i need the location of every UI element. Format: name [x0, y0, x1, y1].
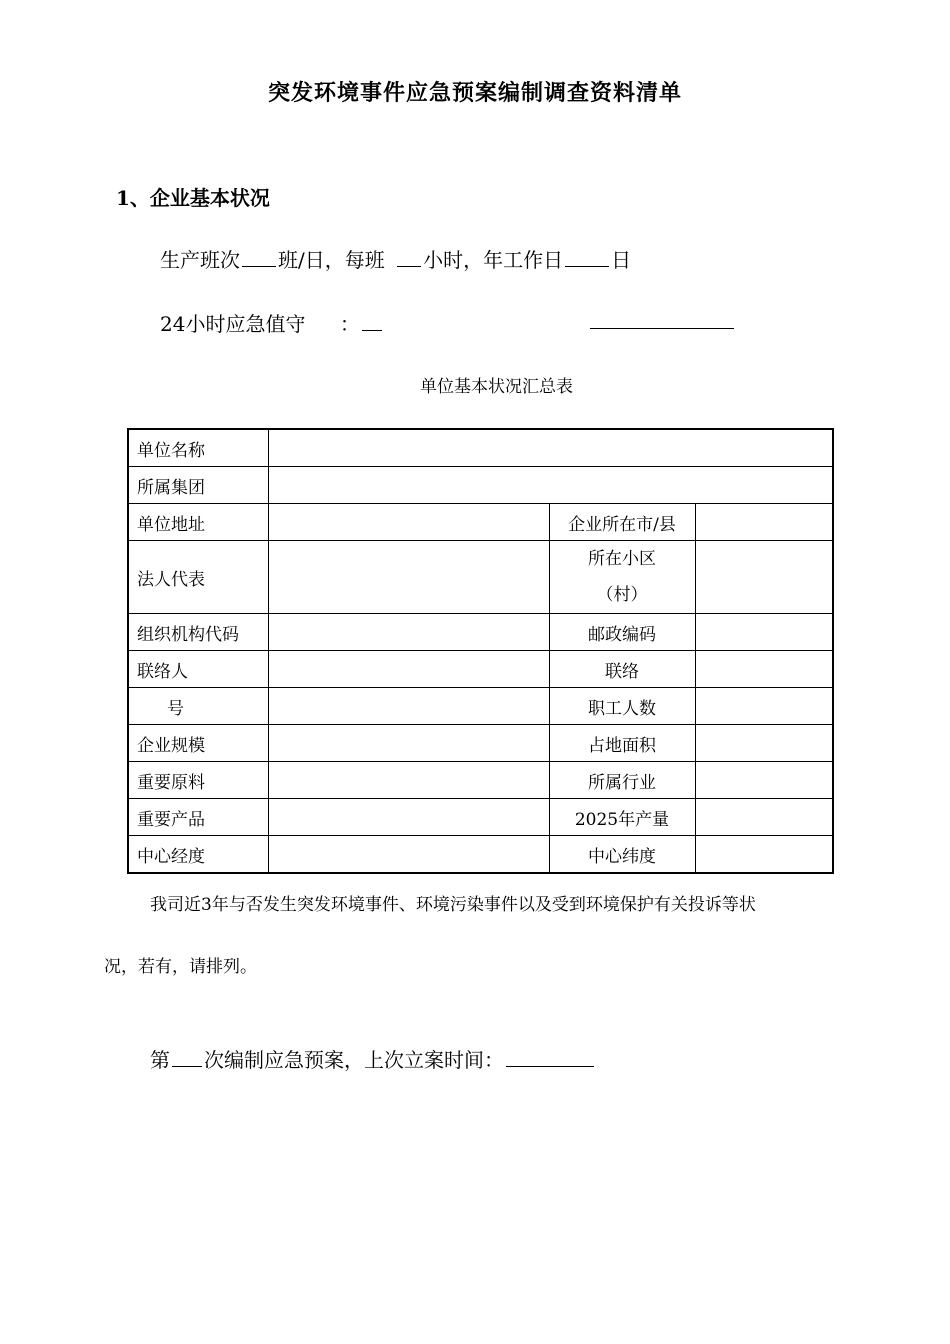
floor-area-value[interactable]	[695, 725, 833, 762]
document-title: 突发环境事件应急预案编制调查资料清单	[267, 80, 682, 106]
table-row	[128, 504, 833, 541]
table-row	[128, 651, 833, 688]
plan-last-time-label: 次编制应急预案，上次立案时间：	[204, 1048, 504, 1072]
annual-output-label: 2025年产量	[549, 799, 695, 836]
industry-label: 所属行业	[549, 762, 695, 799]
org-code-value[interactable]	[268, 614, 549, 651]
city-label: 企业所在市/县	[549, 504, 695, 541]
district-label-line1: 所在小区	[588, 549, 656, 569]
raw-material-value[interactable]	[268, 762, 549, 799]
shift-per-day-label: 班/日，每班	[278, 248, 385, 272]
table-row	[128, 614, 833, 651]
product-value[interactable]	[268, 799, 549, 836]
scale-value[interactable]	[268, 725, 549, 762]
industry-value[interactable]	[695, 762, 833, 799]
district-value[interactable]	[695, 541, 833, 614]
longitude-label: 中心经度	[128, 836, 268, 874]
address-value[interactable]	[268, 504, 549, 541]
floor-area-label: 占地面积	[549, 725, 695, 762]
latitude-label: 中心纬度	[549, 836, 695, 874]
unit-name-label: 单位名称	[128, 429, 268, 467]
unit-name-value[interactable]	[268, 429, 833, 467]
product-label: 重要产品	[128, 799, 268, 836]
duty-label: 24小时应急值守	[160, 312, 306, 336]
org-code-label: 组织机构代码	[128, 614, 268, 651]
number-label: 号	[128, 688, 268, 725]
table-row	[128, 836, 833, 874]
staff-count-value[interactable]	[695, 688, 833, 725]
incident-paragraph-line1: 我司近3年与否发生突发环境事件、环境污染事件以及受到环境保护有关投诉等状	[150, 895, 756, 915]
legal-rep-label: 法人代表	[128, 541, 268, 614]
plan-count-blank[interactable]	[172, 1065, 202, 1067]
legal-rep-value[interactable]	[268, 541, 549, 614]
days-label: 日	[611, 248, 632, 272]
duty-colon: ：	[339, 312, 360, 336]
group-value[interactable]	[268, 467, 833, 504]
city-value[interactable]	[695, 504, 833, 541]
unit-summary-table	[127, 428, 834, 874]
table-row	[128, 725, 833, 762]
plan-line	[150, 1044, 596, 1073]
section-heading-enterprise-status: 1、企业基本状况	[116, 186, 270, 210]
number-value[interactable]	[268, 688, 549, 725]
plan-last-time-blank[interactable]	[506, 1065, 594, 1067]
contact-person-label: 联络人	[128, 651, 268, 688]
contact-value[interactable]	[695, 651, 833, 688]
table-row	[128, 541, 833, 614]
group-label: 所属集团	[128, 467, 268, 504]
staff-count-label: 职工人数	[549, 688, 695, 725]
shift-label: 生产班次	[160, 248, 240, 272]
scale-label: 企业规模	[128, 725, 268, 762]
duty-blank-long[interactable]	[590, 328, 734, 329]
table-row	[128, 467, 833, 504]
latitude-value[interactable]	[695, 836, 833, 874]
hours-label: 小时，年工作日	[423, 248, 564, 272]
table-row	[128, 429, 833, 467]
contact-label: 联络	[549, 651, 695, 688]
address-label: 单位地址	[128, 504, 268, 541]
district-label-line2: （村）	[596, 585, 648, 605]
duty-line	[160, 308, 384, 337]
table-caption: 单位基本状况汇总表	[420, 377, 573, 397]
postcode-label: 邮政编码	[549, 614, 695, 651]
postcode-value[interactable]	[695, 614, 833, 651]
table-row	[128, 799, 833, 836]
table-row	[128, 688, 833, 725]
annual-output-value[interactable]	[695, 799, 833, 836]
district-label	[549, 541, 695, 614]
contact-person-value[interactable]	[268, 651, 549, 688]
incident-paragraph-line2: 况，若有，请排列。	[104, 957, 257, 977]
shifts-per-day-blank[interactable]	[242, 265, 276, 267]
longitude-value[interactable]	[268, 836, 549, 874]
raw-material-label: 重要原料	[128, 762, 268, 799]
table-row	[128, 762, 833, 799]
duty-blank-short[interactable]	[362, 329, 382, 331]
hours-per-shift-blank[interactable]	[397, 265, 421, 267]
work-days-blank[interactable]	[565, 265, 609, 267]
shift-line	[160, 244, 631, 273]
plan-count-prefix: 第	[150, 1048, 170, 1072]
